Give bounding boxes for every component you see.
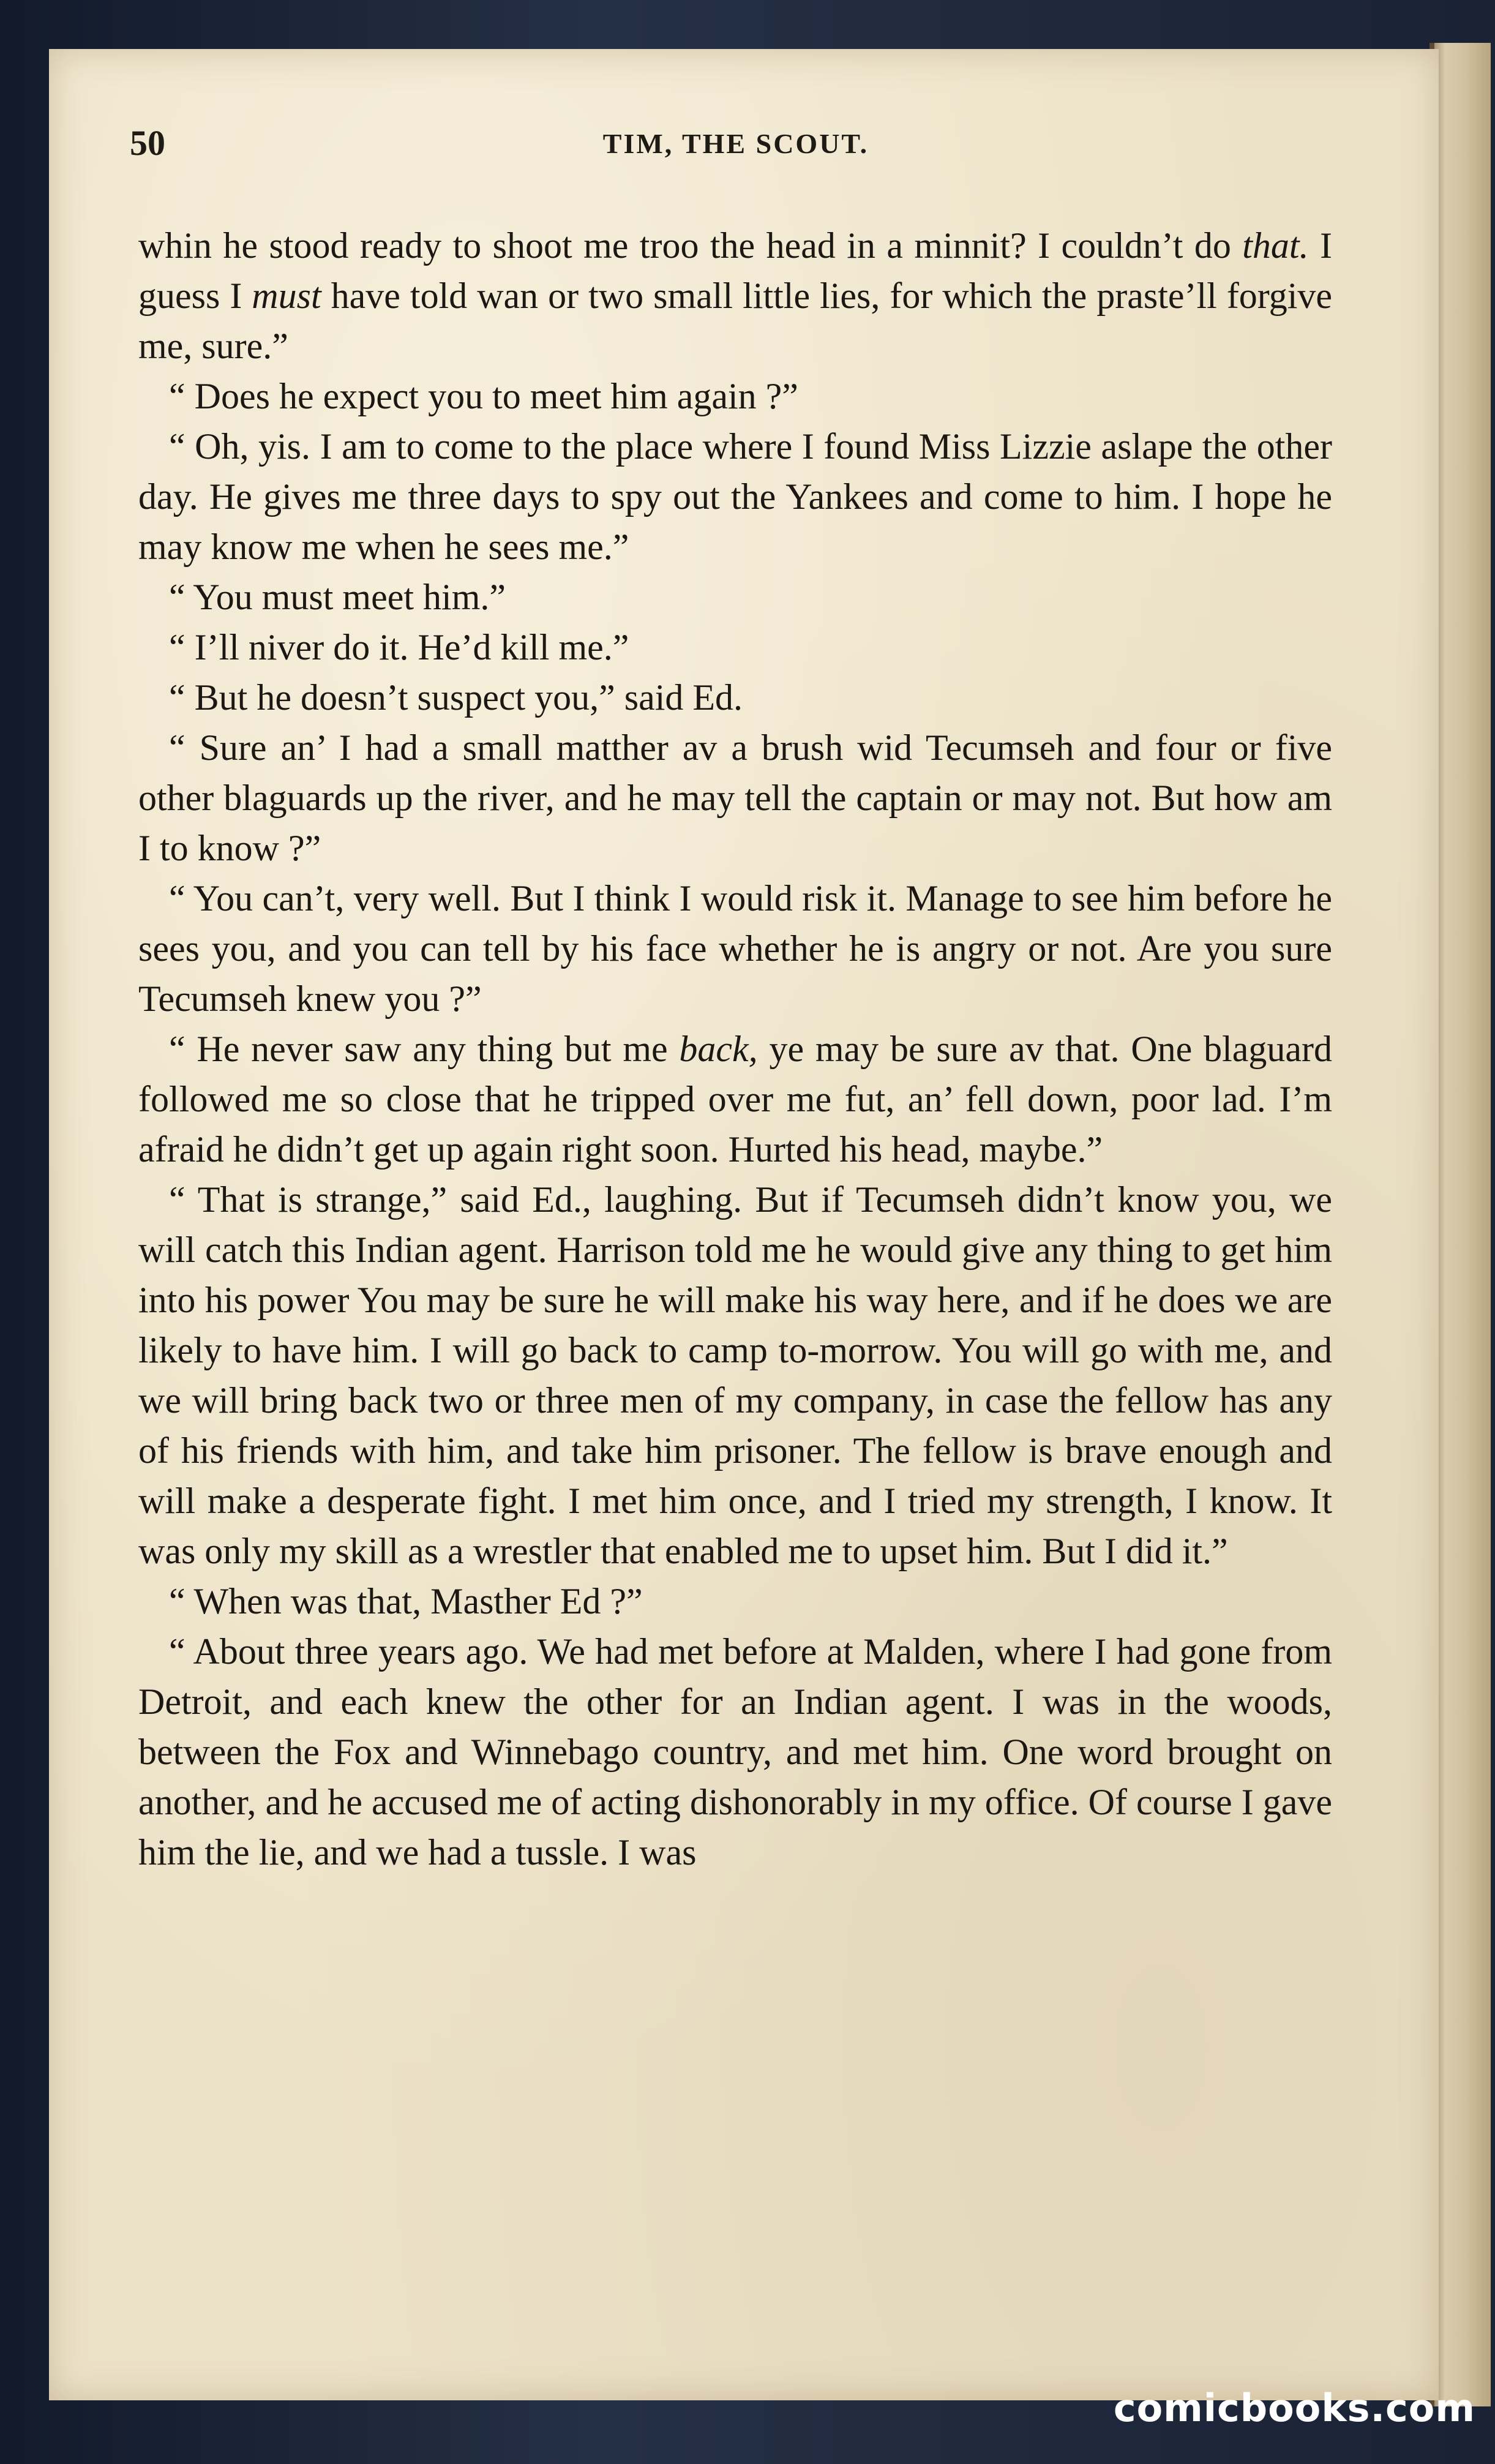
paragraph [138,1174,1332,1576]
paragraph-text: I guess I [138,225,1332,316]
paragraph-text: “ You must meet him.” [169,577,506,617]
paragraph [138,572,1332,622]
paragraph-text: “ That is strange,” said Ed., laughing. But if Tecumseh didn’t know you, we will catch this Indian agent. Harrison told me he would give any thing to get him into his power You may be sure he will make his way here, and if he does we are likely to have him. I will go back to camp to-morrow. You will go with me, and we will bring back two or three men of my company, in case the fellow has any of his friends with him, and take him prisoner. The fellow is brave enough and will make a desperate fight. I met him once, and I tried my strength, I know. It was only my skill as a wrestler that enabled me to upset him. But I did it.” [138,1179,1332,1571]
paragraph [138,622,1332,672]
paragraph-text: “ When was that, Masther Ed ?” [169,1581,643,1621]
italic-text: must [252,276,321,316]
paragraph [138,1626,1332,1877]
paragraph-text: “ But he doesn’t suspect you,” said Ed. [169,677,743,718]
paragraph [138,220,1332,371]
paragraph-text: ye may be sure av that. One blaguard followed me so close that he tripped over me fut, an’ fell down, poor lad. I’m afraid he didn’t get up again right soon. Hurted his head, maybe.” [138,1029,1332,1170]
paragraph-text: “ You can’t, very well. But I think I would risk it. Manage to see him before he sees you, and you can tell by his face whether he is angry or not. Are you sure Tecumseh knew you ?” [138,878,1332,1019]
paragraph-text: “ Does he expect you to meet him again ?” [169,376,798,416]
page-number: 50 [130,123,165,163]
italic-text: back, [679,1029,758,1069]
watermark: comicbooks.com [1113,2386,1475,2430]
paragraph [138,723,1332,873]
italic-text: that. [1242,225,1309,266]
paragraph-text: whin he stood ready to shoot me troo the head in a minnit? I couldn’t do [138,225,1243,266]
paragraph [138,672,1332,723]
paragraph-text: “ I’ll niver do it. He’d kill me.” [169,627,629,667]
paragraph [138,371,1332,421]
paragraph [138,421,1332,572]
paragraph-text: have told wan or two small little lies, for which the praste’ll forgive me, sure.” [138,276,1332,366]
paragraph-text: “ He never saw any thing but me [169,1029,680,1069]
paragraph-text: “ Oh, yis. I am to come to the place where I found Miss Lizzie aslape the other day. He gives me three days to spy out the Yankees and come to him. I hope he may know me when he sees me.” [138,426,1332,567]
paragraph [138,1024,1332,1174]
body-text [138,220,1332,1877]
paragraph [138,873,1332,1024]
page-edge [1429,43,1491,2406]
page-header [130,122,1342,165]
paragraph-text: “ Sure an’ I had a small matther av a brush wid Tecumseh and four or five other blaguards up the river, and he may tell the captain or may not. But how am I to know ?” [138,727,1332,868]
paragraph [138,1576,1332,1626]
running-title: TIM, THE SCOUT. [602,128,869,159]
paragraph-text: “ About three years ago. We had met before at Malden, where I had gone from Detroit, and each knew the other for an Indian agent. I was in the woods, between the Fox and Winnebago country, and met him. One word brought on another, and he accused me of acting dishonorably in my office. Of course I gave him the lie, and we had a tussle. I was [138,1631,1332,1872]
